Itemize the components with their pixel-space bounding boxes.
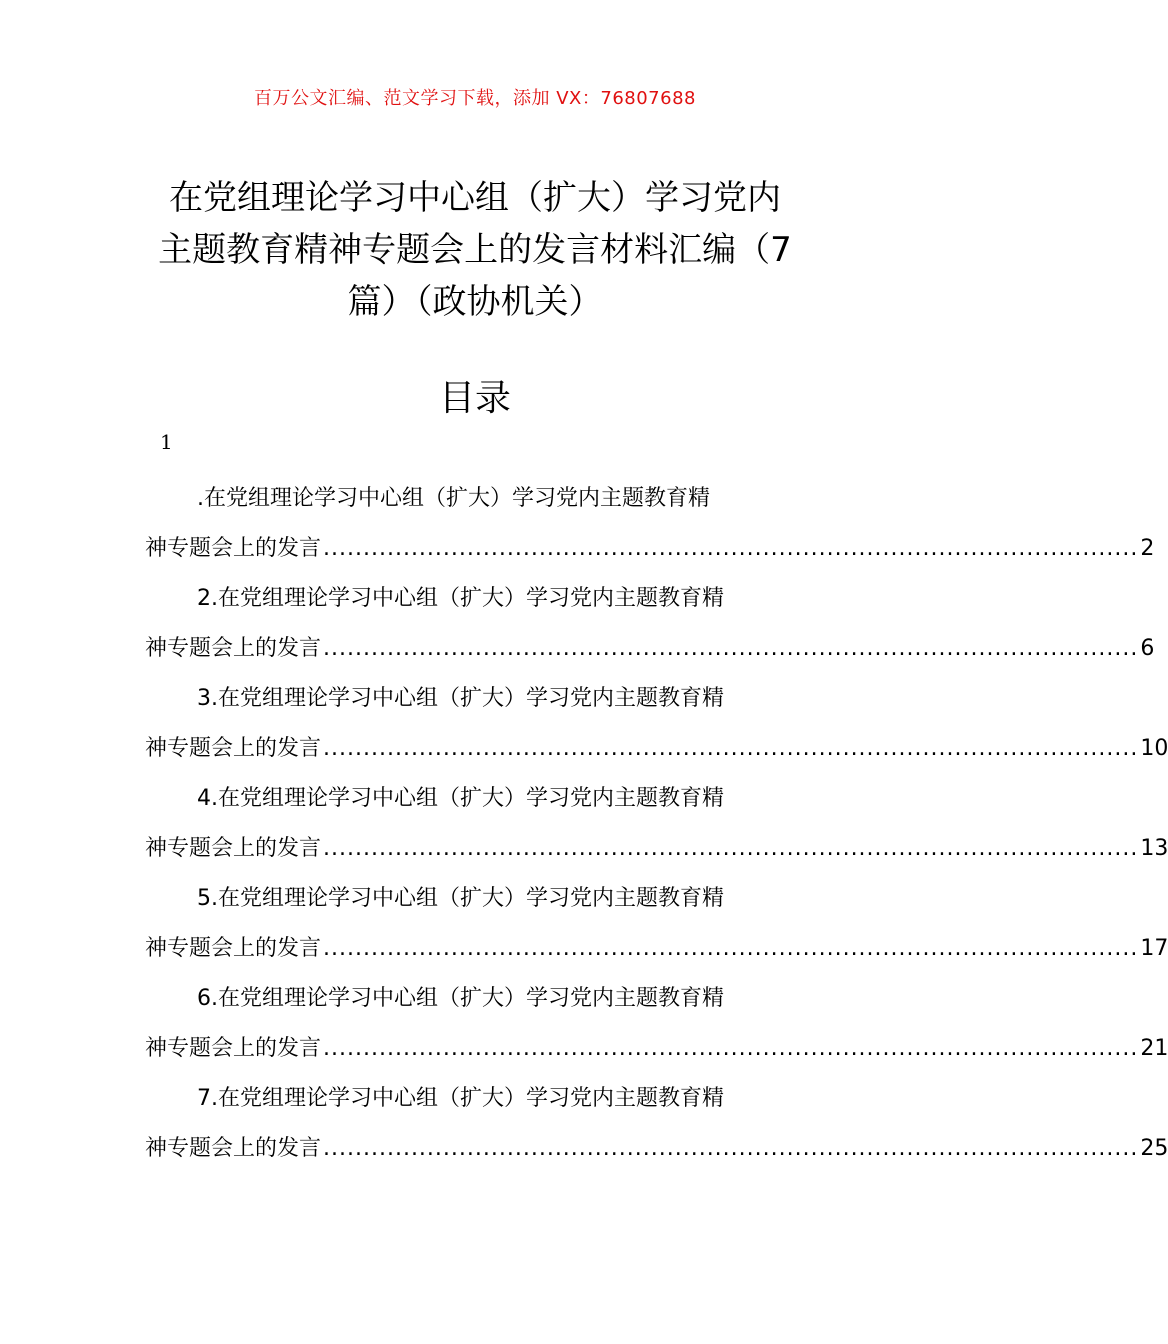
- toc-page-number: 6: [1140, 636, 1155, 661]
- toc-entry-title: 5.在党组理论学习中心组（扩大）学习党内主题教育精: [197, 886, 724, 911]
- toc-entry-title-cont: 神专题会上的发言: [145, 536, 322, 561]
- toc-entry-title: .在党组理论学习中心组（扩大）学习党内主题教育精: [197, 486, 710, 511]
- toc-entry-6[interactable]: [145, 974, 1168, 1074]
- toc-entry-title: 3.在党组理论学习中心组（扩大）学习党内主题教育精: [197, 686, 724, 711]
- toc-entry-2[interactable]: [145, 574, 1155, 674]
- toc-entry-title: 4.在党组理论学习中心组（扩大）学习党内主题教育精: [197, 786, 724, 811]
- title-line-1: 在党组理论学习中心组（扩大）学习党内: [169, 178, 781, 218]
- title-line-2: 主题教育精神专题会上的发言材料汇编（7: [158, 230, 792, 270]
- toc-heading: 目录: [438, 378, 511, 419]
- toc-stray-number: 1: [160, 430, 173, 454]
- toc-leader-dots: ......................................................................................................: [323, 1136, 1139, 1161]
- toc-entry-title-cont: 神专题会上的发言: [145, 1036, 322, 1061]
- toc-entry-title-cont: 神专题会上的发言: [145, 736, 322, 761]
- toc-leader-dots: ......................................................................................................: [323, 536, 1139, 561]
- toc-page-number: 25: [1140, 1136, 1168, 1161]
- toc-page-number: 17: [1140, 936, 1168, 961]
- toc-leader-dots: ......................................................................................................: [323, 736, 1139, 761]
- toc-entry-7[interactable]: [145, 1074, 1168, 1174]
- table-of-contents: [145, 474, 1168, 1174]
- toc-entry-title: 6.在党组理论学习中心组（扩大）学习党内主题教育精: [197, 986, 724, 1011]
- toc-entry-title-cont: 神专题会上的发言: [145, 836, 322, 861]
- header-watermark-note: 百万公文汇编、范文学习下载，添加 VX：76807688: [254, 88, 696, 109]
- toc-page-number: 10: [1140, 736, 1168, 761]
- toc-page-number: 2: [1140, 536, 1155, 561]
- toc-leader-dots: ......................................................................................................: [323, 836, 1139, 861]
- toc-leader-dots: ......................................................................................................: [323, 636, 1139, 661]
- toc-entry-3[interactable]: [145, 674, 1168, 774]
- toc-leader-dots: ......................................................................................................: [323, 936, 1139, 961]
- toc-entry-title-cont: 神专题会上的发言: [145, 1136, 322, 1161]
- toc-entry-4[interactable]: [145, 774, 1168, 874]
- toc-entry-title: 2.在党组理论学习中心组（扩大）学习党内主题教育精: [197, 586, 724, 611]
- toc-entry-title: 7.在党组理论学习中心组（扩大）学习党内主题教育精: [197, 1086, 724, 1111]
- toc-entry-title-cont: 神专题会上的发言: [145, 636, 322, 661]
- toc-entry-1[interactable]: [145, 474, 1155, 574]
- toc-page-number: 13: [1140, 836, 1168, 861]
- toc-leader-dots: ......................................................................................................: [323, 1036, 1139, 1061]
- toc-entry-title-cont: 神专题会上的发言: [145, 936, 322, 961]
- toc-page-number: 21: [1140, 1036, 1168, 1061]
- toc-entry-5[interactable]: [145, 874, 1168, 974]
- title-line-3: 篇）（政协机关）: [347, 282, 603, 322]
- document-title: [140, 172, 810, 328]
